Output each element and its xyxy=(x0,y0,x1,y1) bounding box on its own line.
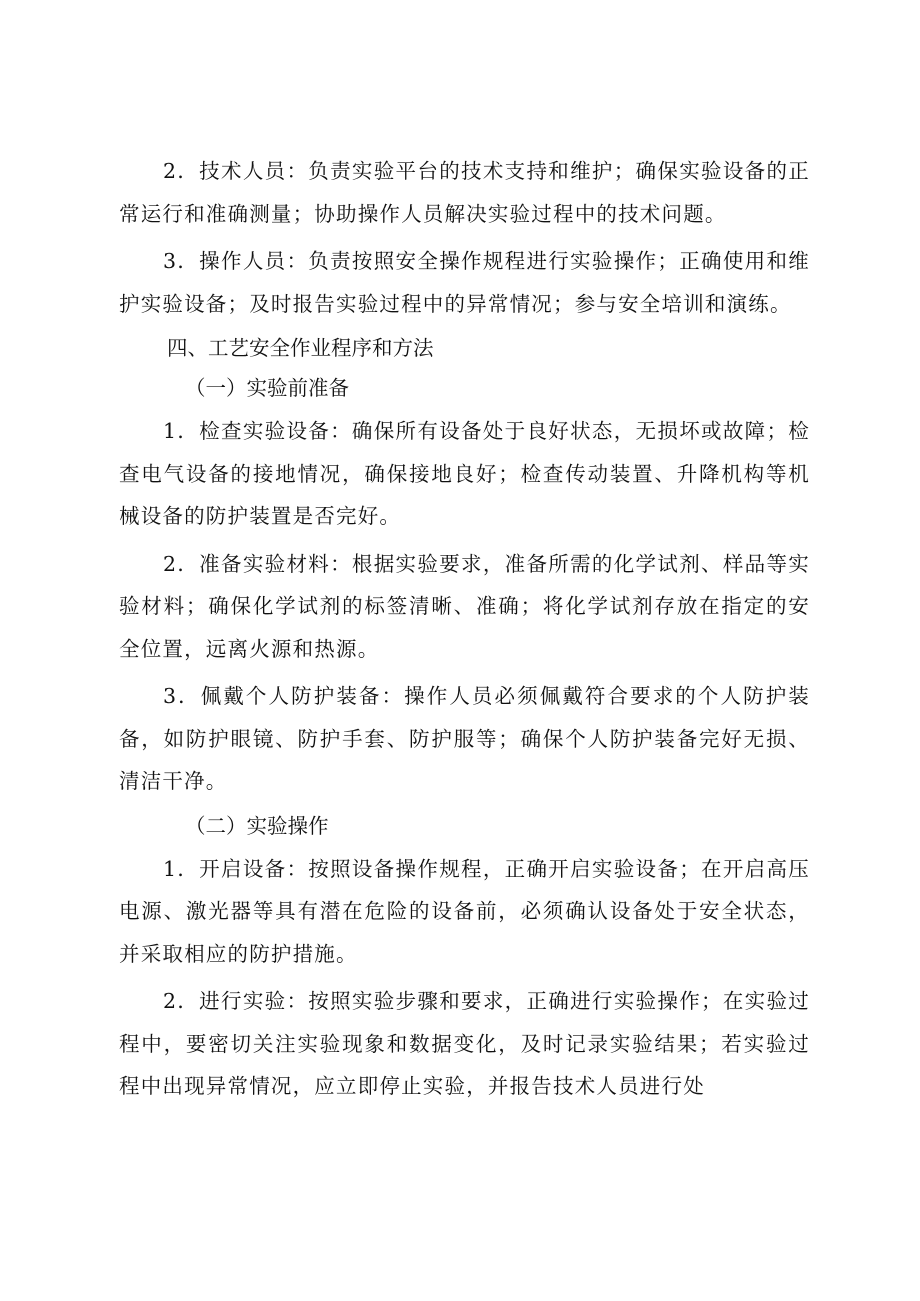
paragraph-operators: 3．操作人员：负责按照安全操作规程进行实验操作；正确使用和维护实验设备；及时报告实验过程中的异常情况；参与安全培训和演练。 xyxy=(119,249,810,316)
subsection-heading-operation: （二）实验操作 xyxy=(185,813,329,838)
paragraph-technical-staff: 2．技术人员：负责实验平台的技术支持和维护；确保实验设备的正常运行和准确测量；协助操作人员解决实验过程中的技术问题。 xyxy=(119,159,810,226)
paragraph-prepare-materials: 2．准备实验材料：根据实验要求，准备所需的化学试剂、样品等实验材料；确保化学试剂的标签清晰、准确；将化学试剂存放在指定的安全位置，远离火源和热源。 xyxy=(119,551,810,661)
paragraph-start-equipment: 1．开启设备：按照设备操作规程，正确开启实验设备；在开启高压电源、激光器等具有潜在危险的设备前，必须确认设备处于安全状态，并采取相应的防护措施。 xyxy=(119,856,810,966)
paragraph-protective-equipment: 3．佩戴个人防护装备：操作人员必须佩戴符合要求的个人防护装备，如防护眼镜、防护手套、防护服等；确保个人防护装备完好无损、清洁干净。 xyxy=(119,684,810,793)
section-heading: 四、工艺安全作业程序和方法 xyxy=(167,336,434,360)
paragraph-check-equipment: 1．检查实验设备：确保所有设备处于良好状态，无损坏或故障；检查电气设备的接地情况，确保接地良好；检查传动装置、升降机构等机械设备的防护装置是否完好。 xyxy=(119,419,810,528)
paragraph-conduct-experiment: 2．进行实验：按照实验步骤和要求，正确进行实验操作；在实验过程中，要密切关注实验现象和数据变化，及时记录实验结果；若实验过程中出现异常情况，应立即停止实验，并报告技术人员进行处 xyxy=(119,989,810,1098)
subsection-heading-preparation: （一）实验前准备 xyxy=(185,376,349,400)
